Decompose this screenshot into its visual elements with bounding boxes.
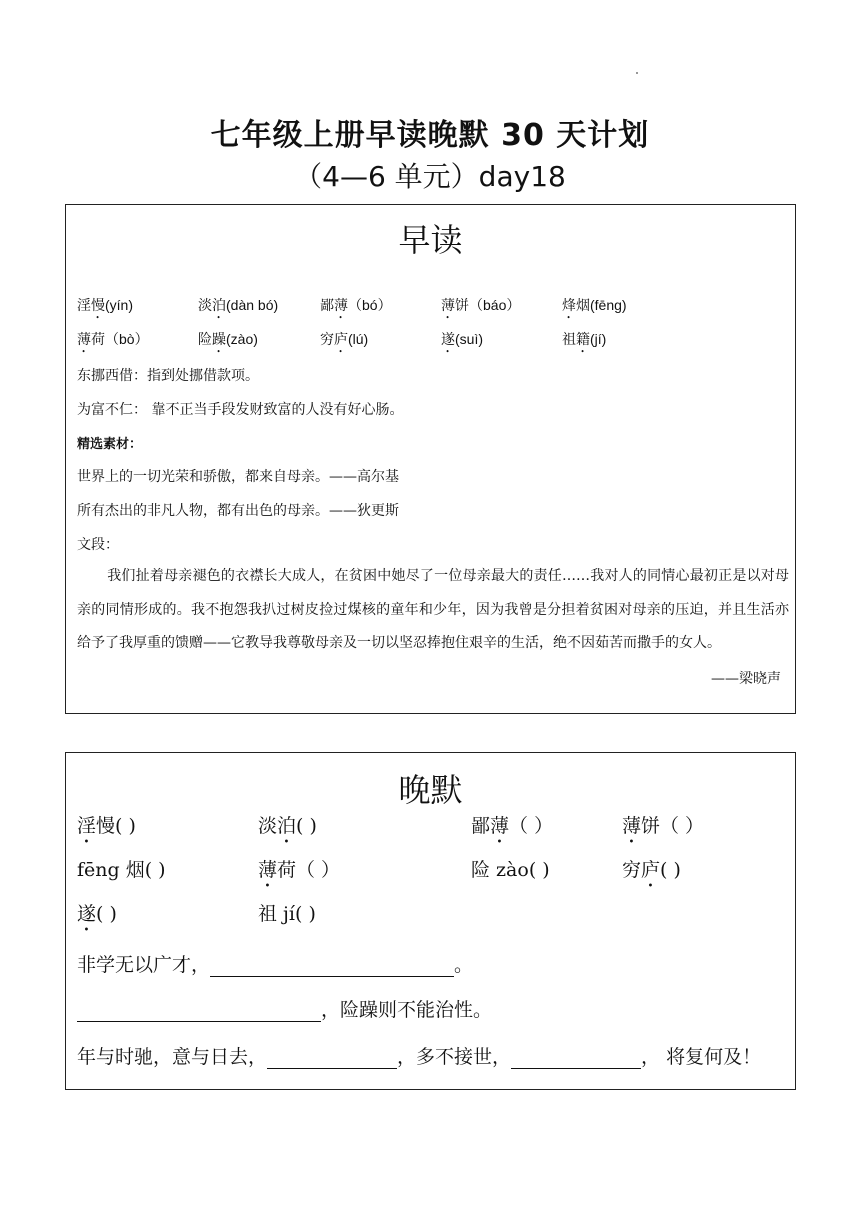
dictation-item: 淡泊( ) xyxy=(258,815,317,837)
passage-signature: ——梁晓声 xyxy=(711,671,781,687)
passage-label: 文段： xyxy=(77,537,119,553)
morning-heading: 早读 xyxy=(398,221,463,259)
material-label: 精选素材： xyxy=(77,437,143,452)
vocab-item: 鄙薄（bó） xyxy=(320,297,392,314)
fill-line-2: ，险躁则不能治性。 xyxy=(77,995,789,1023)
dictation-item: 穷庐( ) xyxy=(622,859,681,881)
dictation-row-2 xyxy=(77,855,789,883)
vocab-item: 遂(suì) xyxy=(441,331,483,348)
answer-blank[interactable] xyxy=(77,1001,321,1022)
stray-dot xyxy=(636,72,638,74)
dictation-item: 祖 jí( ) xyxy=(258,903,316,925)
dictation-item: 淫慢( ) xyxy=(77,815,136,837)
fill-line-1: 非学无以广才， 。 xyxy=(77,954,474,976)
dictation-item: 鄙薄（ ） xyxy=(471,815,554,837)
quote-1: 世界上的一切光荣和骄傲，都来自母亲。——高尔基 xyxy=(77,469,399,485)
answer-blank[interactable] xyxy=(210,956,454,977)
answer-blank[interactable] xyxy=(511,1048,641,1069)
dictation-item: 薄饼（ ） xyxy=(622,815,705,837)
dictation-item: 薄荷（ ） xyxy=(258,859,341,881)
vocab-item: 薄饼（báo） xyxy=(441,297,521,314)
vocab-item: 薄荷（bò） xyxy=(77,331,149,348)
morning-reading-box xyxy=(65,204,796,714)
dictation-item: 险 zào( ) xyxy=(471,859,550,881)
page-subtitle: （4—6 单元）day18 xyxy=(294,160,566,193)
evening-heading: 晚默 xyxy=(398,771,463,809)
idiom-1: 东挪西借：指到处挪借款项。 xyxy=(77,368,259,384)
vocab-item: 祖籍(jí) xyxy=(562,331,607,348)
vocab-item: 淡泊(dàn bó) xyxy=(198,297,279,314)
dictation-item: 遂( ) xyxy=(77,903,117,925)
vocab-item: 淫慢(yín) xyxy=(77,297,133,314)
vocab-item: 险躁(zào) xyxy=(198,331,258,348)
vocab-item: 穷庐(lú) xyxy=(320,331,369,348)
fill-line-3: 年与时驰，意与日去， ，多不接世， ， 将复何及！ xyxy=(77,1046,762,1068)
page-title: 七年级上册早读晚默 30 天计划 xyxy=(210,118,650,153)
dictation-item: fēng 烟( ) xyxy=(77,859,166,881)
answer-blank[interactable] xyxy=(267,1048,397,1069)
idiom-2: 为富不仁： 靠不正当手段发财致富的人没有好心肠。 xyxy=(77,402,404,418)
dictation-row-1 xyxy=(77,811,789,839)
dictation-row-3 xyxy=(77,899,789,927)
evening-dictation-box xyxy=(65,752,796,1090)
quote-2: 所有杰出的非凡人物，都有出色的母亲。——狄更斯 xyxy=(77,503,399,519)
vocab-item: 烽烟(fēng) xyxy=(562,297,627,314)
passage-text: 我们扯着母亲褪色的衣襟长大成人，在贫困中她尽了一位母亲最大的责任……我对人的同情心最初正是以对母亲的同情形成的。我不抱怨我扒过树皮捡过煤核的童年和少年，因为我曾是分担着贫困对母亲的压迫，并且生活亦给予了我厚重的馈赠——它教导我尊敬母亲及一切以坚忍捧抱住艰辛的生活，绝不因茹苦而撒手的女人。 xyxy=(77,568,789,651)
